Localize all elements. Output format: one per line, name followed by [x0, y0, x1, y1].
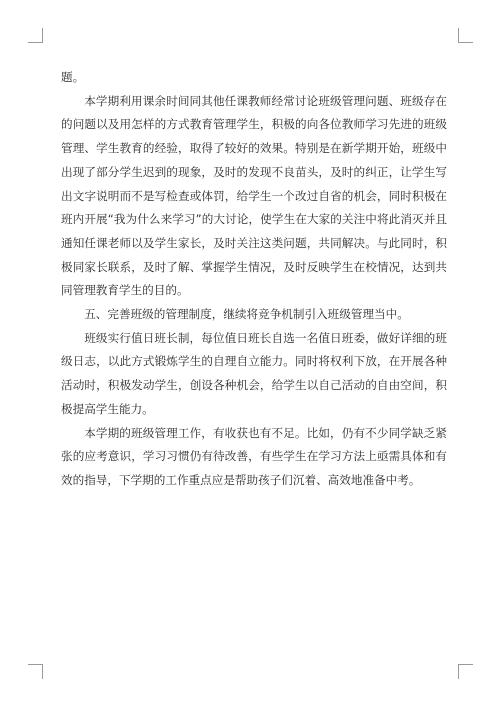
paragraph-duty-monitor: 班级实行值日班长制，每位值日班长自选一名值日班委，做好详细的班级日志，以此方式锻炼学生的自理自立能力。同时将权利下放，在开展各种活动时，积极发动学生，创设各种机会，给学生以自己活动的自由空间，积极提高学生能力。 [61, 330, 447, 416]
crop-mark-bottom-right [458, 664, 473, 679]
paragraph-teacher-collaboration: 本学期利用课余时间同其他任课教师经常讨论班级管理问题、班级存在的问题以及用怎样的方式教育管理学生，积极的向各位教师学习先进的班级管理、学生教育的经验，取得了较好的效果。特别是在新学期开始，班级中出现了部分学生迟到的现象，及时的发现不良苗头，及时的纠正，让学生写出文字说明而不是写检查或体罚，给学生一个改过自省的机会，同时积极在班内开展“我为什么来学习”的大讨论，使学生在大家的关注中将此消灭并且通知任课老师以及学生家长，及时关注这类问题，共同解决。与此同时，积极同家长联系，及时了解、掌握学生情况，及时反映学生在校情况，达到共同管理教育学生的目的。 [61, 93, 447, 298]
document-body [61, 66, 447, 493]
crop-mark-bottom-left [28, 664, 43, 679]
section-heading-management-system: 五、完善班级的管理制度，继续将竞争机制引入班级管理当中。 [84, 307, 409, 322]
crop-mark-top-right [458, 28, 473, 43]
paragraph-summary: 本学期的班级管理工作，有收获也有不足。比如，仍有不少同学缺乏紧张的应考意识，学习习惯仍有待改善，有些学生在学习方法上亟需具体和有效的指导，下学期的工作重点应是帮助孩子们沉着、高效地准备中考。 [61, 425, 447, 487]
crop-mark-top-left [28, 28, 43, 43]
paragraph-continuation: 题。 [61, 70, 85, 84]
